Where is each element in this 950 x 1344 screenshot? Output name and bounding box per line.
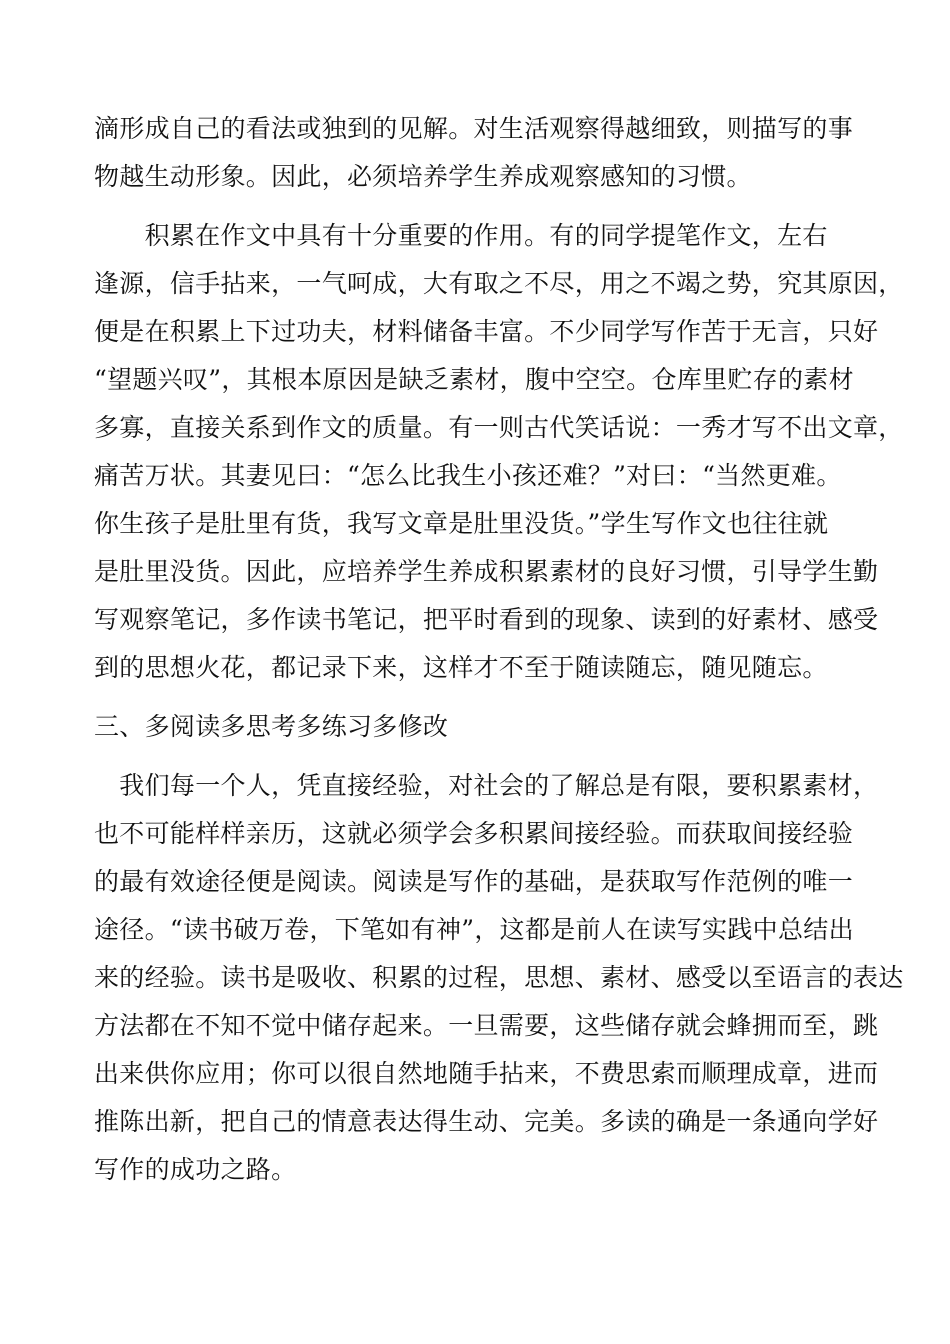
text-line: 便是在积累上下过功夫，材料储备丰富。不少同学写作苦于无言，只好 [94,317,879,346]
text-line: 你生孩子是肚里有货，我写文章是肚里没货。”学生写作文也往往就 [94,509,829,538]
text-line: 到的思想火花，都记录下来，这样才不至于随读随忘，随见随忘。 [94,653,828,682]
section-heading: 三、多阅读多思考多练习多修改 [94,712,449,741]
text-line: “望题兴叹”，其根本原因是缺乏素材，腹中空空。仓库里贮存的素材 [94,365,854,394]
text-line: 途径。“读书破万卷，下笔如有神”，这都是前人在读写实践中总结出 [94,915,854,944]
text-line: 逢源，信手拈来，一气呵成，大有取之不尽，用之不竭之势，究其原因， [94,269,904,298]
text-line: 来的经验。读书是吸收、积累的过程，思想、素材、感受以至语言的表达 [94,963,904,992]
text-line: 的最有效途径便是阅读。阅读是写作的基础，是获取写作范例的唯一 [94,867,854,896]
paragraph-start-line: 积累在作文中具有十分重要的作用。有的同学提笔作文，左右 [94,221,828,250]
text-line: 多寡，直接关系到作文的质量。有一则古代笑话说：一秀才写不出文章， [94,413,904,442]
text-line: 滴形成自己的看法或独到的见解。对生活观察得越细致，则描写的事 [94,114,854,143]
paragraph-start-line: 我们每一个人，凭直接经验，对社会的了解总是有限，要积累素材， [94,771,879,800]
text-line: 写观察笔记，多作读书笔记，把平时看到的现象、读到的好素材、感受 [94,605,879,634]
text-line: 推陈出新，把自己的情意表达得生动、完美。多读的确是一条通向学好 [94,1107,879,1136]
text-line: 写作的成功之路。 [94,1155,297,1184]
text-line: 痛苦万状。其妻见曰：“怎么比我生小孩还难？”对曰：“当然更难。 [94,461,842,490]
text-line: 物越生动形象。因此，必须培养学生养成观察感知的习惯。 [94,162,752,191]
text-line: 出来供你应用；你可以很自然地随手拈来，不费思索而顺理成章，进而 [94,1059,879,1088]
text-line: 也不可能样样亲历，这就必须学会多积累间接经验。而获取间接经验 [94,819,854,848]
text-line: 方法都在不知不觉中储存起来。一旦需要，这些储存就会蜂拥而至，跳 [94,1011,879,1040]
text-line: 是肚里没货。因此，应培养学生养成积累素材的良好习惯，引导学生勤 [94,557,879,586]
